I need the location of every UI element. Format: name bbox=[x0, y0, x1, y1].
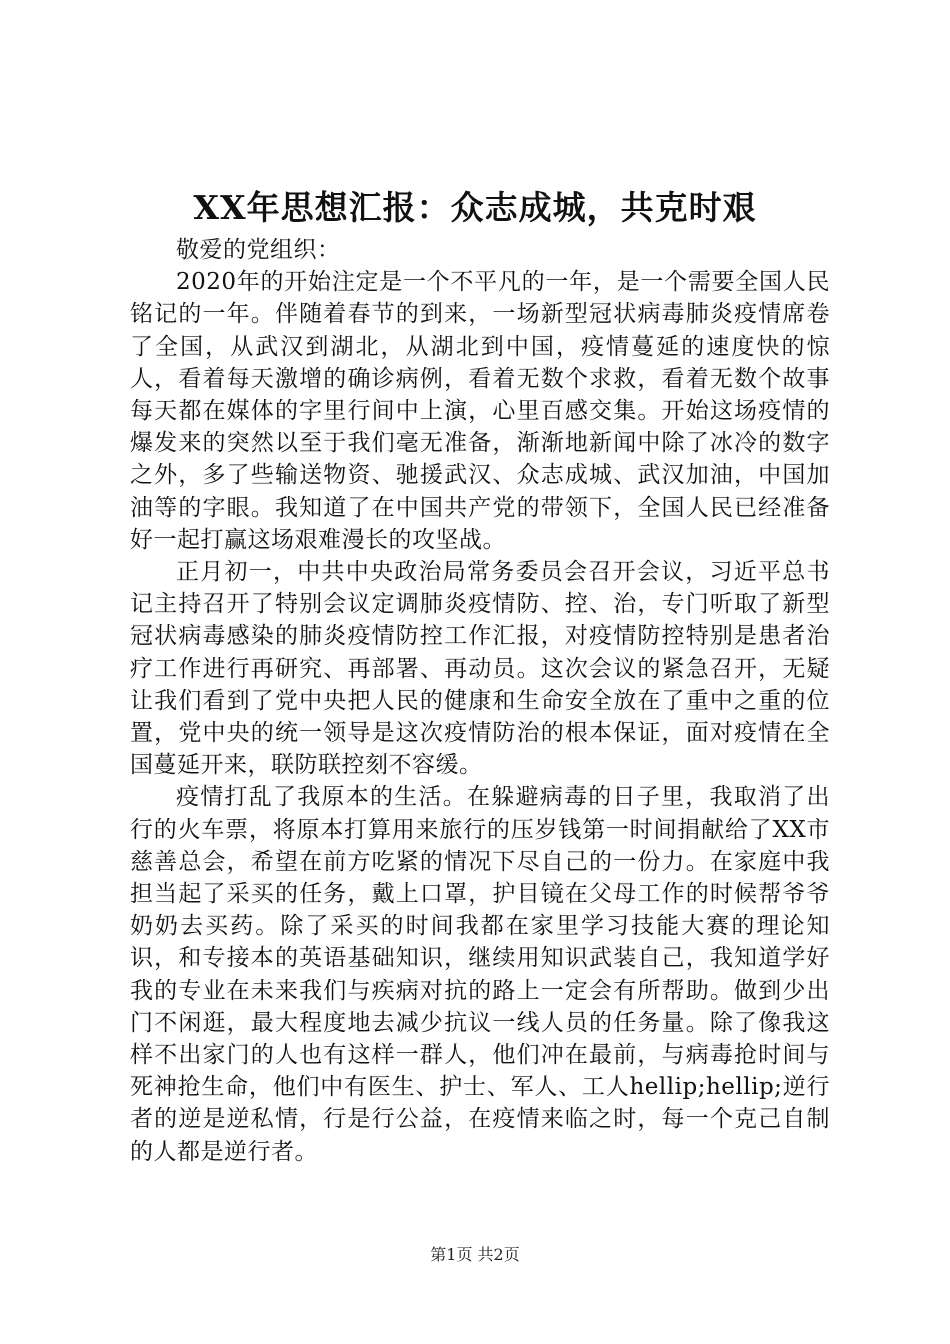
paragraph-1: 2020年的开始注定是一个不平凡的一年，是一个需要全国人民铭记的一年。伴随着春节的到来，一场新型冠状病毒肺炎疫情席卷了全国，从武汉到湖北，从湖北到中国，疫情蔓延的速度快的惊人，看着每天激增的确诊病例，看着无数个求救，看着无数个故事每天都在媒体的字里行间中上演，心里百感交集。开始这场疫情的爆发来的突然以至于我们毫无准备，渐渐地新闻中除了冰冷的数字之外，多了些输送物资、驰援武汉、众志成城、武汉加油，中国加油等的字眼。我知道了在中国共产党的带领下，全国人民已经准备好一起打赢这场艰难漫长的攻坚战。 bbox=[130, 269, 830, 553]
salutation: 敬爱的党组织： bbox=[176, 237, 341, 263]
page-footer bbox=[0, 1244, 950, 1266]
page-number: 第1页 共2页 bbox=[430, 1245, 520, 1264]
paragraph-2: 正月初一，中共中央政治局常务委员会召开会议，习近平总书记主持召开了特别会议定调肺炎疫情防、控、治，专门听取了新型冠状病毒感染的肺炎疫情防控工作汇报，对疫情防控特别是患者治疗工作进行再研究、再部署、再动员。这次会议的紧急召开，无疑让我们看到了党中央把人民的健康和生命安全放在了重中之重的位置，党中央的统一领导是这次疫情防治的根本保证，面对疫情在全国蔓延开来，联防联控刻不容缓。 bbox=[130, 559, 830, 779]
paragraph-3: 疫情打乱了我原本的生活。在躲避病毒的日子里，我取消了出行的火车票，将原本打算用来旅行的压岁钱第一时间捐献给了XX市慈善总会，希望在前方吃紧的情况下尽自己的一份力。在家庭中我担当起了采买的任务，戴上口罩，护目镜在父母工作的时候帮爷爷奶奶去买药。除了采买的时间我都在家里学习技能大赛的理论知识，和专接本的英语基础知识，继续用知识武装自己，我知道学好我的专业在未来我们与疾病对抗的路上一定会有所帮助。做到少出门不闲逛，最大程度地去减少抗议一线人员的任务量。除了像我这样不出家门的人也有这样一群人，他们冲在最前，与病毒抢时间与死神抢生命，他们中有医生、护士、军人、工人hellip;hellip;逆行者的逆是逆私情，行是行公益，在疫情来临之时，每一个克己自制的人都是逆行者。 bbox=[130, 784, 830, 1165]
document-title: XX年思想汇报：众志成城，共克时艰 bbox=[193, 188, 757, 227]
document-body bbox=[130, 234, 830, 1168]
